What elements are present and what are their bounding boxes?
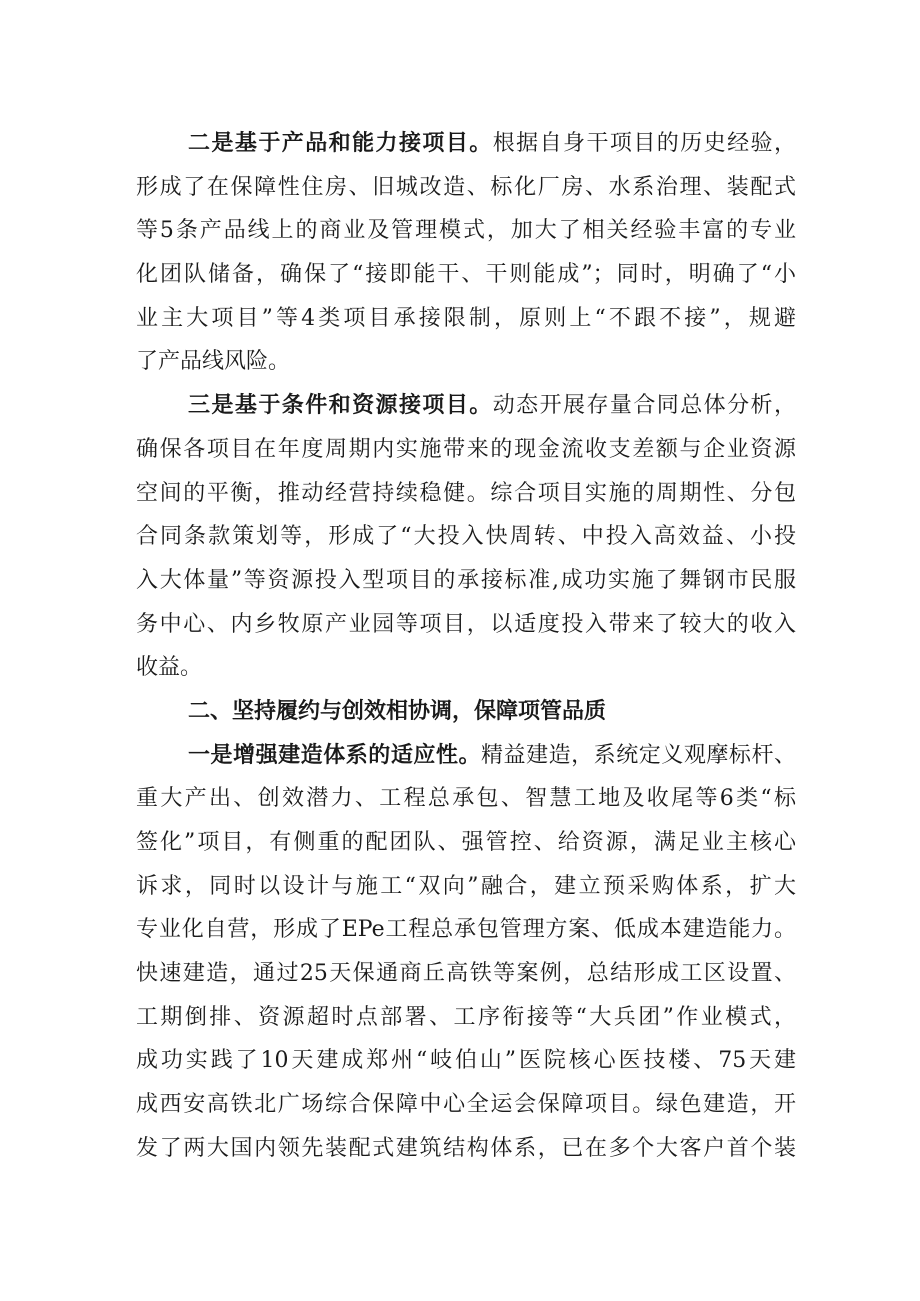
paragraph-1-line-2: 形成了在保障性住房、旧城改造、标化厂房、水系治理、装配式 [136,174,796,200]
paragraph-3-line-10: 发了两大国内领先装配式建筑结构体系，已在多个大客户首个装 [136,1135,796,1161]
paragraph-3-line-4: 诉求，同时以设计与施工“双向”融合，建立预采购体系，扩大 [136,873,796,899]
paragraph-2-line-2: 确保各项目在年度周期内实施带来的现金流收支差额与企业资源 [136,436,796,462]
paragraph-3-line-2: 重大产出、创效潜力、工程总承包、智慧工地及收尾等6类“标 [136,786,796,812]
paragraph-1-line-3: 等5条产品线上的商业及管理模式，加大了相关经验丰富的专业 [136,218,796,244]
paragraph-3-line-9: 成西安高铁北广场综合保障中心全运会保障项目。绿色建造，开 [136,1092,796,1118]
paragraph-2-line-6: 务中心、内乡牧原产业园等项目，以适度投入带来了较大的收入 [136,611,796,637]
paragraph-1-line-1 [136,122,796,166]
paragraph-3-line-8: 成功实践了10天建成郑州“岐伯山”医院核心医技楼、75天建 [136,1048,796,1074]
paragraph-3-lead: 一是增强建造体系的适应性。 [188,741,481,768]
document-page [136,122,796,1171]
paragraph-2-line-3: 空间的平衡，推动经营持续稳健。综合项目实施的周期性、分包 [136,480,796,506]
paragraph-3-text: 精益建造，系统定义观摩标杆、 [481,742,796,768]
paragraph-2-line-7: 收益。 [136,655,203,681]
paragraph-2-line-1 [136,384,796,428]
paragraph-1-line-5: 业主大项目”等4类项目承接限制，原则上“不跟不接”，规避 [136,305,796,331]
paragraph-2-lead: 三是基于条件和资源接项目。 [188,392,493,419]
section-heading: 二、坚持履约与创效相协调，保障项管品质 [188,698,607,724]
paragraph-1-lead: 二是基于产品和能力接项目。 [188,130,493,156]
paragraph-3-line-5: 专业化自营，形成了EPe工程总承包管理方案、低成本建造能力。 [136,917,796,943]
paragraph-3-line-7: 工期倒排、资源超时点部署、工序衔接等“大兵团”作业模式， [136,1004,796,1030]
paragraph-1-line-4: 化团队储备，确保了“接即能干、干则能成”；同时，明确了“小 [136,262,796,288]
paragraph-3-line-1 [136,734,796,778]
paragraph-2-line-4: 合同条款策划等，形成了“大投入快周转、中投入高效益、小投 [136,524,796,550]
paragraph-2-line-5: 入大体量”等资源投入型项目的承接标准,成功实施了舞钢市民服 [136,567,796,593]
paragraph-2-text: 动态开展存量合同总体分析， [492,393,796,419]
paragraph-3-line-6: 快速建造，通过25天保通商丘高铁等案例，总结形成工区设置、 [136,961,796,987]
paragraph-1-line-6: 了产品线风险。 [136,349,291,375]
paragraph-3-line-3: 签化”项目，有侧重的配团队、强管控、给资源，满足业主核心 [136,830,796,855]
paragraph-1-text: 根据自身干项目的历史经验， [492,131,796,156]
